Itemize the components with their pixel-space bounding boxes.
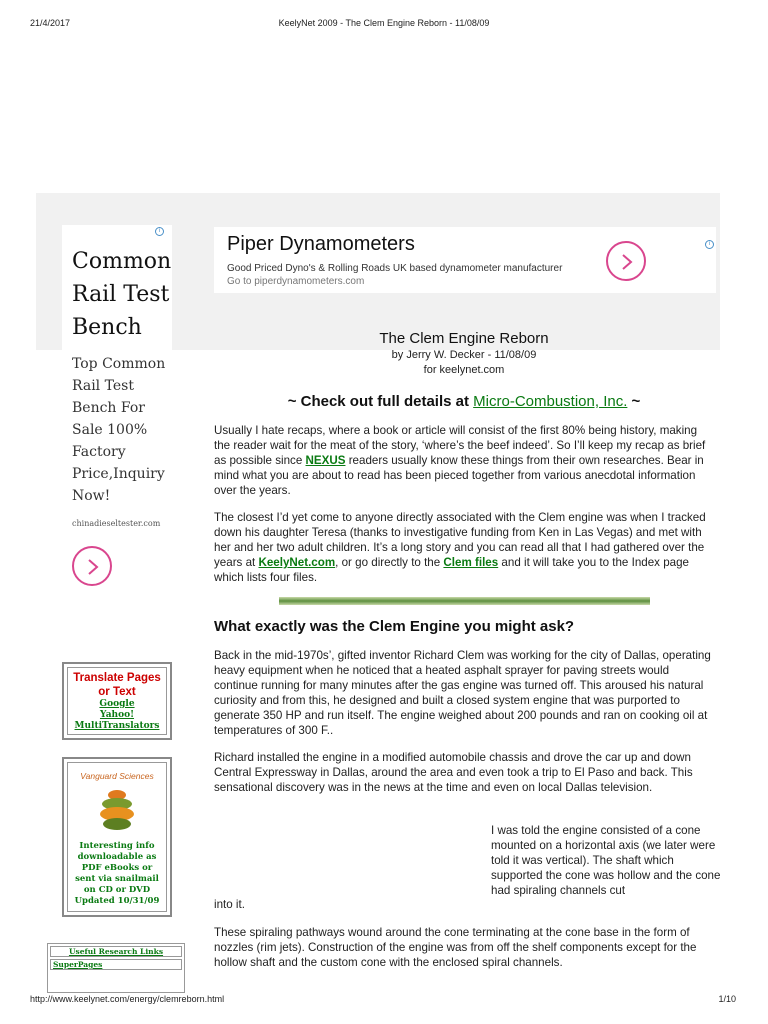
byline-author: by Jerry W. Decker - 11/08/09 <box>391 349 537 361</box>
print-date: 21/4/2017 <box>30 18 71 28</box>
left-ad-body: Top Common Rail Test Bench For Sale 100% Factory Price,Inquiry Now! <box>72 356 166 504</box>
ad-info-icon[interactable]: i <box>705 240 714 249</box>
print-page-number: 1/10 <box>718 994 736 1004</box>
article-title: The Clem Engine Reborn <box>379 330 549 347</box>
check-prefix: ~ Check out full details at <box>287 393 474 410</box>
vanguard-logo-icon <box>97 787 137 833</box>
left-ad-title[interactable]: Common Rail Test Bench <box>72 249 172 340</box>
check-suffix: ~ <box>627 393 641 410</box>
article-byline <box>214 348 714 378</box>
keelynet-link[interactable]: KeelyNet.com <box>258 556 336 569</box>
p1-text-a: Usually I hate recaps, where a book or article will consist of the first 80% being history, making the reader wait for the meat of the story, ‘where’s the beef indeed’. So I’ll keep my recap as brief as possible since <box>214 424 706 467</box>
vanguard-title: Vanguard Sciences <box>80 771 154 781</box>
paragraph-1 <box>214 423 714 498</box>
p1-text-b: readers usually know these things from their own researches. Bear in mind what you are about to read has been pieced together from various anecdotal information over the years. <box>214 454 704 497</box>
vanguard-text: Interesting info downloadable as PDF eBooks or sent via snailmail on CD or DVD Updated 10/31/09 <box>74 841 160 906</box>
yahoo-translate-link[interactable]: Yahoo! <box>99 710 135 720</box>
p2-text-b: , or go directly to the <box>335 556 444 569</box>
top-ad-title[interactable]: Piper Dynamometers <box>227 233 415 255</box>
paragraph-6: These spiraling pathways wound around the cone terminating at the cone base in the form of nozzles (rim jets). Construction of the engine was from off the shelf components except for the hollow shaft and the custom cone with the enclosed spiral channels. <box>214 926 697 969</box>
p2-text-c: and it will take you to the Index page which lists four files. <box>214 556 689 584</box>
p2-text-a: The closest I’d yet come to anyone directly associated with the Clem engine was when I tracked down his daughter Teresa (thanks to investigative funding from Ken in Las Vegas) and met with her and her two adult children. It’s a long story and you can read all that I had gathered over the years at <box>214 511 706 569</box>
section-divider <box>279 597 650 605</box>
section-heading: What exactly was the Clem Engine you might ask? <box>214 618 575 635</box>
translate-widget <box>62 662 172 740</box>
clem-files-link[interactable]: Clem files <box>443 556 499 569</box>
vanguard-sciences-widget[interactable] <box>62 757 172 917</box>
print-title: KeelyNet 2009 - The Clem Engine Reborn - 11/08/09 <box>278 18 490 28</box>
paragraph-3: Back in the mid-1970s’, gifted inventor Richard Clem was working for the city of Dallas, operating heavy equipment when he noticed that a heated asphalt sprayer for paving streets would continue running for many minutes after the gas engine was turned off. This aroused his natural curiosity and from this, he designed and built a closed system engine that was purported to generate 350 HP and run itself. The engine weighed about 200 pounds and ran on cooking oil at temperatures of 300 F.. <box>214 649 711 737</box>
chevron-right-icon <box>620 253 634 271</box>
left-side-ad[interactable] <box>62 225 172 595</box>
paragraph-2 <box>214 510 714 585</box>
nexus-link[interactable]: NEXUS <box>305 454 346 467</box>
multitranslators-link[interactable]: MultiTranslators <box>74 721 160 731</box>
google-translate-link[interactable]: Google <box>99 699 135 709</box>
micro-combustion-link[interactable]: Micro-Combustion, Inc. <box>473 393 628 410</box>
paragraph-4: Richard installed the engine in a modified automobile chassis and drove the car up and down Central Expressway in Dallas, around the area and even took a trip to El Paso and back. This sensational discovery was in the news at the time and even on local Dallas television. <box>214 751 693 794</box>
print-url: http://www.keelynet.com/energy/clemreborn.html <box>30 994 225 1004</box>
top-ad-url[interactable]: Go to piperdynamometers.com <box>227 276 365 287</box>
chevron-right-icon <box>86 558 100 576</box>
paragraph-5-end: into it. <box>214 898 245 911</box>
left-ad-url[interactable]: chinadieseltester.com <box>72 519 161 528</box>
top-ad-arrow-button[interactable] <box>606 241 646 281</box>
translate-title: Translate Pages or Text <box>73 672 161 698</box>
ad-info-icon[interactable]: i <box>155 227 164 236</box>
paragraph-5-float: I was told the engine consisted of a cone mounted on a horizontal axis (we later were told it was vertical). The shaft which supported the cone was hollow and the cone had spiraling channels cut <box>491 824 721 897</box>
research-links-heading[interactable]: Useful Research Links <box>50 946 182 957</box>
superpages-link[interactable]: SuperPages <box>50 959 182 970</box>
research-links-box <box>47 943 185 993</box>
byline-site: for keelynet.com <box>423 364 505 376</box>
left-ad-arrow-button[interactable] <box>72 546 112 586</box>
check-details-line <box>214 393 714 410</box>
top-banner-ad[interactable] <box>214 227 716 293</box>
top-ad-description: Good Priced Dyno's & Rolling Roads UK based dynamometer manufacturer <box>227 263 563 274</box>
